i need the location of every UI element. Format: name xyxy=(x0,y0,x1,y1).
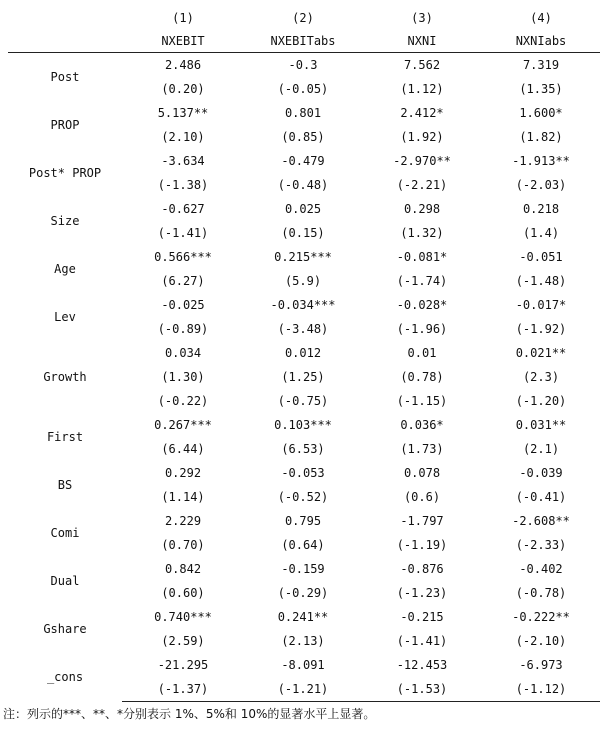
table-footnote: 注：列示的***、**、*分别表示 1%、5%和 10%的显著水平上显著。 xyxy=(3,707,376,721)
coefficient-cell: -0.028* xyxy=(396,298,448,312)
tstat-cell: (2.59) xyxy=(161,634,205,648)
tstat-cell: (1.4) xyxy=(522,226,560,240)
tstat-cell: (-0.89) xyxy=(157,322,209,336)
row-variable-label: Post* PROP xyxy=(28,166,102,180)
coefficient-cell: 2.486 xyxy=(122,53,244,78)
tstat-cell: (2.3) xyxy=(522,370,560,384)
coefficient-row xyxy=(8,293,600,317)
coefficient-cell: -0.034*** xyxy=(270,298,336,312)
tstat-cell: (0.20) xyxy=(161,82,205,96)
tstat-cell: (-0.75) xyxy=(277,394,329,408)
coefficient-row xyxy=(8,149,600,173)
coefficient-cell: -0.402 xyxy=(519,562,563,576)
header-corner xyxy=(8,29,122,53)
tstat-cell: (-1.23) xyxy=(396,586,448,600)
tstat-cell: (-1.96) xyxy=(396,322,448,336)
tstat-cell: (-1.74) xyxy=(396,274,448,288)
tstat-cell: (1.30) xyxy=(161,370,205,384)
coefficient-cell: -3.634 xyxy=(161,154,205,168)
tstat-cell: (-0.22) xyxy=(157,394,209,408)
tstat-cell: (1.73) xyxy=(400,442,444,456)
tstat-cell: (1.92) xyxy=(400,130,444,144)
coefficient-cell: 0.036* xyxy=(400,418,444,432)
tstat-cell: (-2.33) xyxy=(515,538,567,552)
coefficient-cell: 0.241** xyxy=(277,610,329,624)
coefficient-cell: -0.215 xyxy=(400,610,444,624)
tstat-cell: (1.14) xyxy=(161,490,205,504)
header-model-number: (2) xyxy=(292,10,314,25)
coefficient-cell: -2.608** xyxy=(512,514,570,528)
coefficient-cell: 0.025 xyxy=(284,202,322,216)
coefficient-row xyxy=(8,101,600,125)
coefficient-cell: 0.267*** xyxy=(154,418,212,432)
coefficient-row xyxy=(8,413,600,437)
tstat-cell: (1.12) xyxy=(400,82,444,96)
tstat-cell: (2.13) xyxy=(281,634,325,648)
tstat-cell: (1.35) xyxy=(519,82,563,96)
coefficient-cell: 7.319 xyxy=(482,53,600,78)
regression-table xyxy=(8,6,600,702)
coefficient-cell: -0.3 xyxy=(244,53,362,78)
coefficient-row xyxy=(8,53,600,78)
row-variable-label: Growth xyxy=(43,370,87,384)
coefficient-cell: -2.970** xyxy=(393,154,451,168)
coefficient-cell: 1.600* xyxy=(519,106,563,120)
row-variable-label: Gshare xyxy=(43,622,87,636)
coefficient-cell: 0.034 xyxy=(164,346,202,360)
row-variable-label: Lev xyxy=(54,310,76,324)
coefficient-cell: 2.412* xyxy=(400,106,444,120)
tstat-cell: (2.10) xyxy=(161,130,205,144)
tstat-cell: (-1.92) xyxy=(515,322,567,336)
coefficient-cell: -1.797 xyxy=(400,514,444,528)
coefficient-cell: 0.215*** xyxy=(274,250,332,264)
row-variable-label: _cons xyxy=(46,670,84,685)
coefficient-cell: -21.295 xyxy=(157,658,209,672)
tstat-cell: (0.85) xyxy=(281,130,325,144)
coefficient-row xyxy=(8,245,600,269)
coefficient-cell: 0.01 xyxy=(407,346,437,360)
row-variable-label: Size xyxy=(50,214,80,228)
coefficient-row xyxy=(8,605,600,629)
tstat-cell: (-2.21) xyxy=(396,178,448,192)
coefficient-cell: 0.031** xyxy=(515,418,567,432)
tstat-cell: (-0.41) xyxy=(515,490,567,504)
coefficient-row xyxy=(8,461,600,485)
coefficient-cell: 0.078 xyxy=(403,466,441,480)
tstat-cell: (1.32) xyxy=(400,226,444,240)
tstat-cell: (0.15) xyxy=(281,226,325,240)
row-variable-label: First xyxy=(46,430,84,444)
tstat-cell: (-0.78) xyxy=(515,586,567,600)
tstat-cell: (6.44) xyxy=(161,442,205,456)
tstat-cell: (0.70) xyxy=(161,538,205,552)
tstat-cell: (1.82) xyxy=(519,130,563,144)
tstat-cell: (-0.52) xyxy=(277,490,329,504)
tstat-cell: (-2.03) xyxy=(515,178,567,192)
header-row-numbers xyxy=(8,6,600,29)
tstat-cell: (6.53) xyxy=(281,442,325,456)
header-dependent-variable: NXEBIT xyxy=(122,29,244,53)
coefficient-cell: -1.913** xyxy=(512,154,570,168)
coefficient-cell: 0.021** xyxy=(515,346,567,360)
tstat-cell: (-1.12) xyxy=(482,677,600,702)
tstat-cell: (-0.29) xyxy=(277,586,329,600)
tstat-cell: (5.9) xyxy=(284,274,322,288)
tstat-cell: (-3.48) xyxy=(277,322,329,336)
tstat-cell: (-1.41) xyxy=(396,634,448,648)
tstat-cell: (-1.53) xyxy=(362,677,482,702)
header-row-variables xyxy=(8,29,600,53)
row-variable-label: Post xyxy=(8,53,122,102)
header-dependent-variable: NXEBITabs xyxy=(244,29,362,53)
header-model-number: (3) xyxy=(411,10,433,25)
coefficient-cell: -0.039 xyxy=(519,466,563,480)
coefficient-cell: -12.453 xyxy=(396,658,448,672)
tstat-cell: (0.78) xyxy=(400,370,444,384)
coefficient-cell: -0.053 xyxy=(281,466,325,480)
header-dependent-variable: NXNI xyxy=(362,29,482,53)
header-model-number: (1) xyxy=(172,10,194,25)
tstat-cell: (0.60) xyxy=(161,586,205,600)
coefficient-row xyxy=(8,509,600,533)
tstat-cell: (2.1) xyxy=(522,442,560,456)
coefficient-cell: 0.566*** xyxy=(154,250,212,264)
tstat-cell: (-1.48) xyxy=(515,274,567,288)
coefficient-cell: 0.292 xyxy=(164,466,202,480)
row-variable-label: Dual xyxy=(50,574,80,588)
coefficient-cell: 0.103*** xyxy=(274,418,332,432)
tstat-cell: (-1.19) xyxy=(396,538,448,552)
coefficient-cell: -0.876 xyxy=(400,562,444,576)
coefficient-cell: 0.218 xyxy=(522,202,560,216)
coefficient-cell: -0.081* xyxy=(396,250,448,264)
coefficient-cell: 5.137** xyxy=(157,106,209,120)
coefficient-cell: -0.025 xyxy=(161,298,205,312)
tstat-cell: (-1.15) xyxy=(396,394,448,408)
coefficient-cell: -6.973 xyxy=(519,658,563,672)
row-variable-label: Age xyxy=(54,262,76,276)
coefficient-cell: 0.012 xyxy=(284,346,322,360)
tstat-cell: (-0.48) xyxy=(277,178,329,192)
tstat-cell: (0.64) xyxy=(281,538,325,552)
coefficient-cell: -0.627 xyxy=(161,202,205,216)
tstat-cell: (-1.20) xyxy=(515,394,567,408)
coefficient-row xyxy=(8,557,600,581)
coefficient-cell: 2.229 xyxy=(164,514,202,528)
row-variable-label: PROP xyxy=(50,118,80,132)
coefficient-cell: 0.801 xyxy=(284,106,322,120)
coefficient-row xyxy=(8,341,600,365)
row-variable-label: Comi xyxy=(50,526,80,540)
coefficient-row xyxy=(8,653,600,677)
coefficient-cell: -8.091 xyxy=(281,658,325,672)
coefficient-cell: -0.159 xyxy=(281,562,325,576)
header-model-number: (4) xyxy=(530,10,552,25)
coefficient-cell: -0.017* xyxy=(515,298,567,312)
tstat-cell: (-1.37) xyxy=(122,677,244,702)
header-dependent-variable: NXNIabs xyxy=(482,29,600,53)
tstat-cell: (-1.21) xyxy=(244,677,362,702)
coefficient-cell: -0.051 xyxy=(519,250,563,264)
tstat-cell: (1.25) xyxy=(281,370,325,384)
coefficient-cell: -0.222** xyxy=(512,610,570,624)
coefficient-cell: 0.740*** xyxy=(154,610,212,624)
coefficient-cell: -0.479 xyxy=(281,154,325,168)
tstat-cell: (-0.05) xyxy=(277,82,329,96)
coefficient-cell: 0.298 xyxy=(403,202,441,216)
coefficient-cell: 7.562 xyxy=(362,53,482,78)
coefficient-cell: 0.795 xyxy=(284,514,322,528)
tstat-cell: (-1.38) xyxy=(157,178,209,192)
tstat-cell: (0.6) xyxy=(403,490,441,504)
row-variable-label: BS xyxy=(57,478,73,492)
table-body xyxy=(8,6,600,702)
tstat-cell: (6.27) xyxy=(161,274,205,288)
coefficient-row xyxy=(8,197,600,221)
tstat-cell: (-1.41) xyxy=(157,226,209,240)
tstat-cell: (-2.10) xyxy=(515,634,567,648)
header-corner xyxy=(8,6,122,29)
coefficient-cell: 0.842 xyxy=(164,562,202,576)
